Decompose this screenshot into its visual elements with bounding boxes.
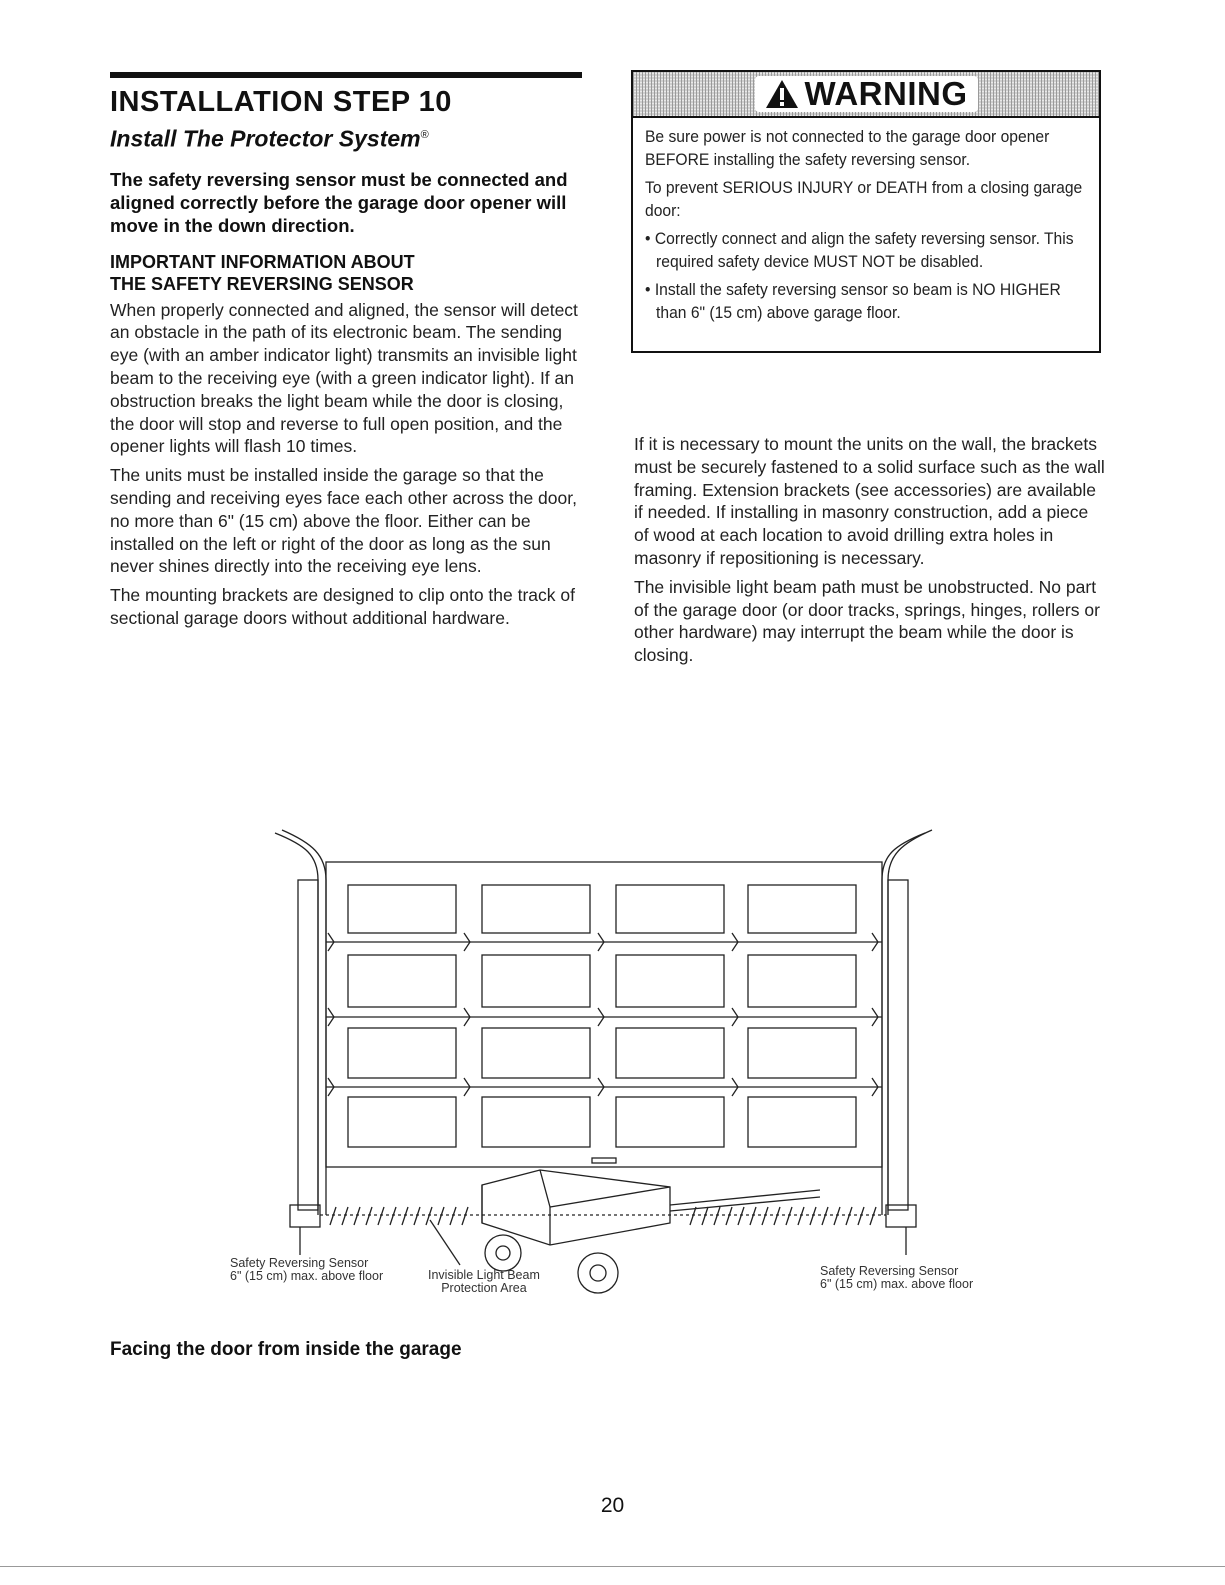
warning-line: Be sure power is not connected to the garage door opener BEFORE installing the safety reversing sensor. [645, 127, 1050, 169]
warning-label: WARNING [804, 75, 968, 112]
intro-text: The safety reversing sensor must be connected and aligned correctly before the garage door opener will move in the down direction. [110, 168, 568, 236]
beam-area-label [428, 1269, 540, 1295]
figure-caption: Facing the door from inside the garage [110, 1339, 462, 1360]
section-paragraph: The units must be installed inside the garage so that the sending and receiving eyes face each other across the door, no more than 6" (15 cm) above the floor. Either can be installed on the left or right of the door as long as the sun never shines directly into the receiving eye lens. [110, 465, 577, 577]
warning-box [631, 70, 1101, 353]
bottom-rule [0, 1566, 1225, 1567]
garage-door-illustration [220, 825, 1000, 1305]
right-paragraph: The invisible light beam path must be unobstructed. No part of the garage door (or door tracks, springs, hinges, rollers or other hardware) may interrupt the beam while the door is closing. [634, 576, 1100, 666]
right-column [634, 433, 1106, 673]
step-title: INSTALLATION STEP 10 [110, 86, 452, 118]
garage-door-drawing [220, 825, 1000, 1305]
step-subtitle-text: Install The Protector System [110, 125, 421, 152]
right-sensor-label [820, 1265, 973, 1291]
right-paragraph: If it is necessary to mount the units on the wall, the brackets must be securely fastened to a solid surface such as the wall framing. Extension brackets (see accessories) are available if needed. If installing in masonry construction, add a piece of wood at each location to avoid drilling extra holes in masonry if repositioning is necessary. [634, 434, 1105, 568]
beam-area-label-line-1: Invisible Light Beam [428, 1268, 540, 1282]
section-heading [110, 251, 582, 295]
warning-header [633, 72, 1099, 118]
warning-bullet: • Install the safety reversing sensor so beam is NO HIGHER than 6" (15 cm) above garage floor. [645, 280, 1061, 322]
page-number: 20 [600, 1494, 625, 1517]
left-sensor-label-line-2: 6" (15 cm) max. above floor [230, 1269, 384, 1283]
left-column [110, 72, 582, 636]
section-paragraph: The mounting brackets are designed to clip onto the track of sectional garage doors without additional hardware. [110, 585, 575, 629]
registered-mark: ® [420, 129, 429, 141]
section-paragraph: When properly connected and aligned, the sensor will detect an obstacle in the path of its electronic beam. The sending eye (with an amber indicator light) transmits an invisible light beam to the receiving eye (with a green indicator light). If an obstruction breaks the light beam while the door is closing, the door will stop and reverse to full open position, and the opener lights will flash 10 times. [110, 299, 578, 457]
title-rule [110, 72, 582, 78]
right-sensor-label-line-1: Safety Reversing Sensor [820, 1264, 959, 1278]
left-sensor-label-line-1: Safety Reversing Sensor [230, 1256, 369, 1270]
warning-body [633, 118, 1099, 324]
warning-triangle-icon [765, 79, 799, 109]
left-sensor-label [230, 1257, 383, 1283]
step-subtitle [110, 122, 582, 152]
section-heading-line-1: IMPORTANT INFORMATION ABOUT [110, 251, 415, 272]
beam-area-label-line-2: Protection Area [441, 1281, 527, 1295]
warning-bullet: • Correctly connect and align the safety reversing sensor. This required safety device MUST NOT be disabled. [645, 229, 1074, 271]
right-sensor-label-line-2: 6" (15 cm) max. above floor [820, 1277, 974, 1291]
section-heading-line-2: THE SAFETY REVERSING SENSOR [110, 273, 414, 294]
warning-pill [755, 76, 978, 112]
warning-line: To prevent SERIOUS INJURY or DEATH from a closing garage door: [645, 178, 1083, 220]
